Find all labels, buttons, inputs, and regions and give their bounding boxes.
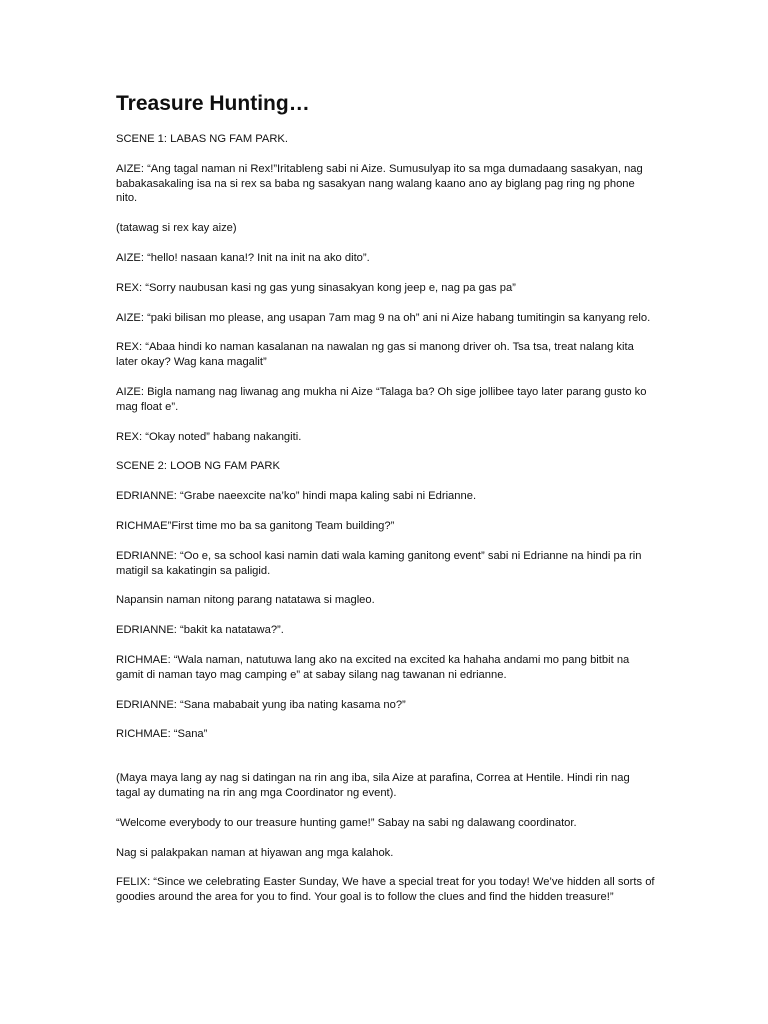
stage-direction: (tatawag si rex kay aize) [116, 222, 237, 235]
dialogue-paragraph: RICHMAE: “Sana” [116, 728, 208, 741]
dialogue-paragraph: AIZE: Bigla namang nag liwanag ang mukha ni Aize “Talaga ba? Oh sige jollibee tayo later parang gusto ko mag float e”. [116, 385, 647, 413]
dialogue-paragraph: REX: “Sorry naubusan kasi ng gas yung sinasakyan kong jeep e, nag pa gas pa” [116, 281, 516, 294]
dialogue-paragraph: EDRIANNE: “bakit ka natatawa?”. [116, 624, 284, 637]
dialogue-paragraph: REX: “Abaa hindi ko naman kasalanan na nawalan ng gas si manong driver oh. Tsa tsa, treat nalang kita later okay? Wag kana magalit” [116, 341, 634, 369]
dialogue-paragraph: RICHMAE”First time mo ba sa ganitong Team building?” [116, 519, 395, 532]
document-page [116, 90, 656, 920]
blank-line [116, 757, 656, 771]
document-title: Treasure Hunting… [116, 92, 310, 115]
dialogue-paragraph: EDRIANNE: “Oo e, sa school kasi namin dati wala kaming ganitong event” sabi ni Edrianne na hindi pa rin matigil sa kakatingin sa paligid. [116, 549, 642, 577]
dialogue-paragraph: AIZE: “paki bilisan mo please, ang usapan 7am mag 9 na oh” ani ni Aize habang tumitingin sa kanyang relo. [116, 311, 651, 324]
scene-heading: SCENE 1: LABAS NG FAM PARK. [116, 133, 289, 145]
dialogue-paragraph: RICHMAE: “Wala naman, natutuwa lang ako na excited na excited ka hahaha andami mo pang bitbit na gamit di naman tayo mag camping e” at sabay silang nag tawanan ni edrianne. [116, 653, 630, 681]
dialogue-paragraph: FELIX: “Since we celebrating Easter Sunday, We have a special treat for you today! We’ve hidden all sorts of goodies around the area for you to find. Your goal is to follow the clues and find the hidden treasure!” [116, 876, 655, 904]
narration-paragraph: Napansin naman nitong parang natatawa si magleo. [116, 594, 375, 607]
dialogue-paragraph: AIZE: “Ang tagal naman ni Rex!”Iritableng sabi ni Aize. Sumusulyap ito sa mga dumadaang sasakyan, nag babakasakaling isa na si rex sa baba ng sasakyan nang walang kaano ano ay biglang pag ring ng phone nito. [116, 162, 643, 205]
dialogue-paragraph: “Welcome everybody to our treasure hunting game!” Sabay na sabi ng dalawang coordinator. [116, 816, 577, 829]
dialogue-paragraph: EDRIANNE: “Grabe naeexcite na’ko” hindi mapa kaling sabi ni Edrianne. [116, 490, 477, 503]
dialogue-paragraph: AIZE: “hello! nasaan kana!? Init na init na ako dito”. [116, 251, 370, 264]
dialogue-paragraph: EDRIANNE: “Sana mababait yung iba nating kasama no?” [116, 698, 406, 711]
scene-heading: SCENE 2: LOOB NG FAM PARK [116, 460, 280, 473]
narration-paragraph: Nag si palakpakan naman at hiyawan ang mga kalahok. [116, 846, 394, 859]
dialogue-paragraph: REX: “Okay noted” habang nakangiti. [116, 430, 302, 443]
stage-direction: (Maya maya lang ay nag si datingan na rin ang iba, sila Aize at parafina, Correa at Hentile. Hindi rin nag tagal ay dumating na rin ang mga Coordinator ng event). [116, 772, 630, 799]
